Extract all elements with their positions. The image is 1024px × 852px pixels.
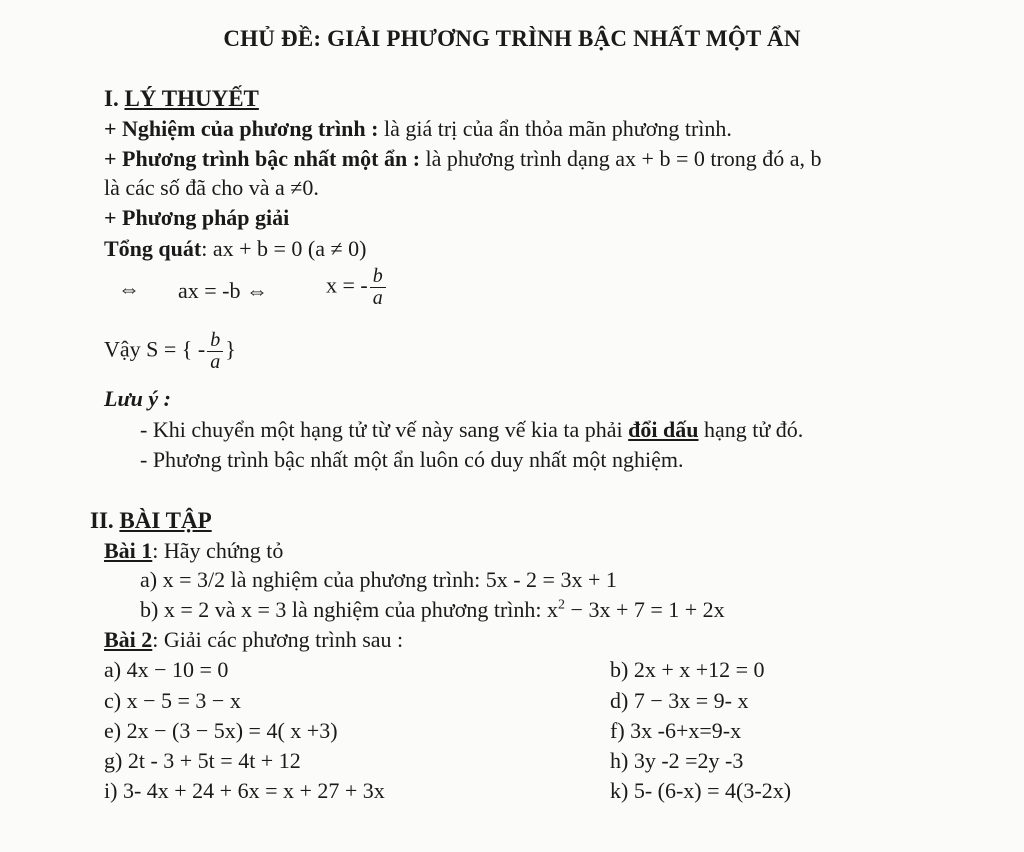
equation-i: i) 3- 4x + 24 + 6x = x + 27 + 3x [104, 778, 385, 803]
exercise-label: Bài 2 [104, 627, 153, 652]
note-emphasis: đổi dấu [628, 417, 699, 442]
note-text: hạng tử đó. [698, 417, 804, 442]
general-equation: : ax + b = 0 (a ≠ 0) [201, 236, 367, 261]
definition-text: là giá trị của ẩn thỏa mãn phương trình. [378, 116, 732, 141]
term-root: + Nghiệm của phương trình : [104, 116, 379, 141]
equation-d: d) 7 − 3x = 9- x [610, 688, 749, 713]
exercise-1-item-a: a) x = 3/2 là nghiệm của phương trình: 5x - 2 = 3x + 1 [140, 567, 617, 592]
equation-e: e) 2x − (3 − 5x) = 4( x +3) [104, 718, 338, 743]
note-item-2: - Phương trình bậc nhất một ẩn luôn có duy nhất một nghiệm. [140, 447, 684, 472]
exercise-prompt: : Giải các phương trình sau : [152, 627, 404, 652]
term-linear-equation: + Phương trình bậc nhất một ẩn : [104, 146, 421, 171]
step-ax-equals-minus-b: ax = -b ⇔ [178, 278, 268, 303]
section-theory-heading [104, 86, 259, 112]
definition-root [104, 116, 732, 142]
fraction-denominator: a [207, 351, 223, 373]
equation-c: c) x − 5 = 3 − x [104, 688, 241, 713]
equivalence-arrow: ⇔ [118, 276, 140, 301]
fraction-denominator: a [370, 287, 386, 309]
general-label: Tổng quát [104, 236, 202, 261]
exercise-2-heading [104, 627, 403, 653]
fraction-numerator: b [372, 265, 383, 287]
equation-b: b) 2x + x +12 = 0 [610, 657, 765, 682]
definition-linear-equation [104, 146, 822, 172]
note-label: Lưu ý : [104, 386, 171, 411]
section-number: I. [104, 86, 119, 111]
exponent: 2 [558, 597, 566, 613]
equation-k: k) 5- (6-x) = 4(3-2x) [610, 778, 792, 803]
step-solution [326, 266, 388, 309]
item-text: − 3x + 7 = 1 + 2x [565, 597, 725, 622]
note-item-1 [140, 417, 803, 443]
fraction-b-over-a [370, 266, 386, 309]
equation-f: f) 3x -6+x=9-x [610, 718, 742, 743]
definition-text: là phương trình dạng ax + b = 0 trong đó a, b [420, 146, 822, 171]
equation-a: a) 4x − 10 = 0 [104, 657, 229, 682]
section-title: LÝ THUYẾT [124, 86, 259, 111]
note-text: - Khi chuyển một hạng tử từ vế này sang vế kia ta phải [140, 417, 629, 442]
definition-continuation: là các số đã cho và a ≠0. [104, 175, 319, 200]
exercise-prompt: : Hãy chứng tỏ [152, 538, 284, 563]
exercise-1-item-b [140, 597, 725, 623]
fraction-b-over-a [207, 330, 223, 373]
equation-g: g) 2t - 3 + 5t = 4t + 12 [104, 748, 301, 773]
exercise-1-heading [104, 538, 283, 564]
section-title: BÀI TẬP [119, 508, 212, 533]
section-number: II. [90, 508, 114, 533]
exercise-label: Bài 1 [104, 538, 153, 563]
equation-h: h) 3y -2 =2y -3 [610, 748, 744, 773]
page-title: CHỦ ĐỀ: GIẢI PHƯƠNG TRÌNH BẬC NHẤT MỘT ẨN [223, 26, 801, 51]
section-exercises-heading [90, 508, 212, 534]
solution-set-suffix: } [225, 336, 236, 362]
solution-set [104, 330, 236, 373]
solution-prefix: x = - [326, 272, 368, 298]
method-heading: + Phương pháp giải [104, 205, 290, 230]
general-form [104, 236, 366, 262]
fraction-numerator: b [210, 329, 221, 351]
item-text: b) x = 2 và x = 3 là nghiệm của phương trình: x [140, 597, 559, 622]
solution-set-prefix: Vậy S = { - [104, 336, 206, 362]
